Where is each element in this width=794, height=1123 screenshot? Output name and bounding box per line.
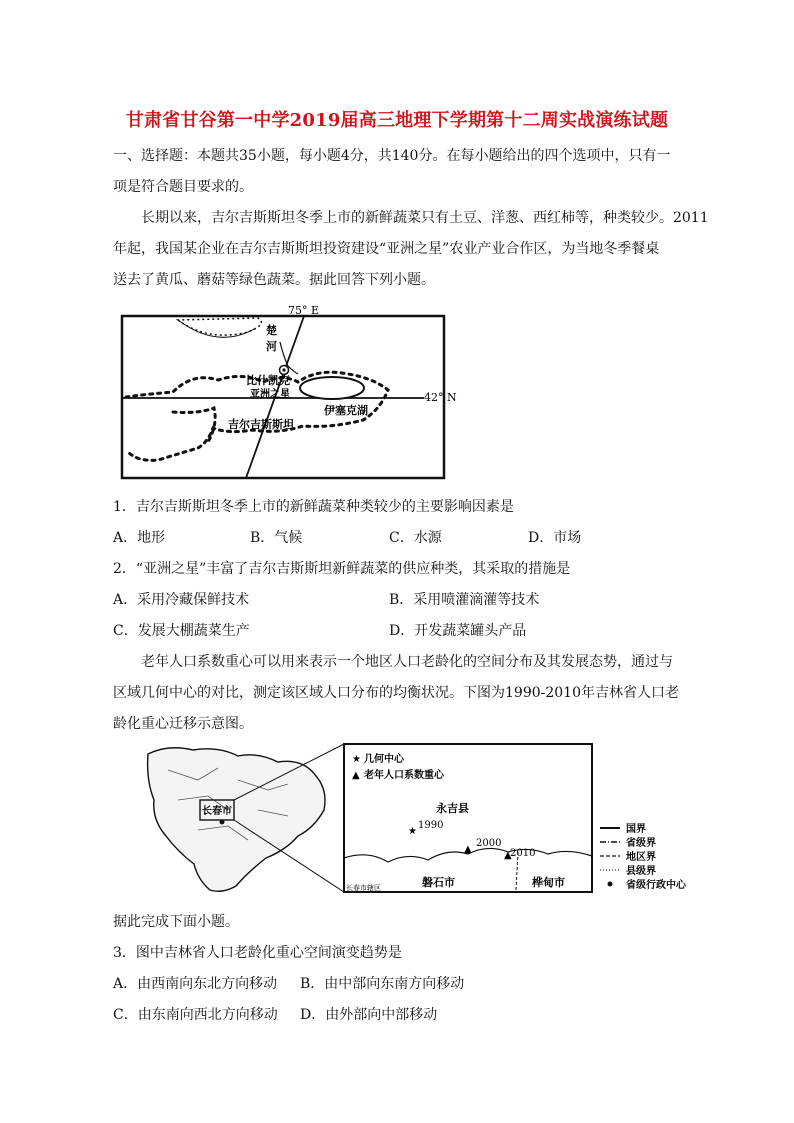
q3-option-d[interactable]: D．由外部向中部移动 — [300, 1007, 438, 1023]
legend-triangle-label: 老年人口系数重心 — [364, 770, 444, 781]
q2-stem: 2．“亚洲之星”丰富了吉尔吉斯斯坦新鲜蔬菜的供应种类，其采取的措施是 — [113, 561, 571, 577]
passage2-line1: 老年人口系数重心可以用来表示一个地区人口老龄化的空间分布及其发展态势，通过与 — [141, 654, 673, 670]
passage2-line3: 龄化重心迁移示意图。 — [113, 716, 253, 732]
q2-option-b[interactable]: B．采用喷灌滴灌等技术 — [389, 592, 540, 608]
q1-option-b[interactable]: B．气候 — [250, 530, 303, 546]
legend-line-5: 省级行政中心 — [626, 880, 686, 891]
q3-stem: 3．图中吉林省人口老龄化重心空间演变趋势是 — [113, 945, 402, 961]
q3-option-c[interactable]: C．由东南向西北方向移动 — [113, 1007, 278, 1023]
triangle-2000: ▲ — [464, 844, 472, 855]
q1-option-d[interactable]: D．市场 — [528, 530, 582, 546]
legend-star-label: 几何中心 — [364, 754, 404, 765]
capital-label: 长春市 — [202, 806, 232, 817]
q1-option-c[interactable]: C．水源 — [389, 530, 442, 546]
jilin-map — [138, 740, 698, 900]
jilin-outline — [148, 748, 325, 892]
parallel-label: 42° N — [424, 391, 457, 404]
star-1990: ★ — [408, 826, 417, 837]
q3-option-b[interactable]: B．由中部向东南方向移动 — [300, 976, 465, 992]
q2-option-c[interactable]: C．发展大棚蔬菜生产 — [113, 623, 250, 639]
city-left-label: 磐石市 — [422, 876, 455, 889]
river-label-1: 楚 — [266, 324, 277, 337]
legend-triangle-icon: ▲ — [352, 770, 360, 781]
passage1-line1: 长期以来，吉尔吉斯斯坦冬季上市的新鲜蔬菜只有土豆、洋葱、西红柿等，种类较少。2011 — [141, 210, 709, 226]
q1-stem: 1．吉尔吉斯斯坦冬季上市的新鲜蔬菜种类较少的主要影响因素是 — [113, 499, 514, 515]
year-2010-label: 2010 — [510, 848, 536, 859]
legend-star-icon: ★ — [352, 754, 361, 765]
corner-label: 长春市辖区 — [346, 884, 381, 892]
q1-option-a[interactable]: A．地形 — [113, 530, 166, 546]
city-right-label: 桦甸市 — [532, 876, 565, 889]
legend-line-3: 地区界 — [626, 852, 656, 863]
legend-line-2: 省级界 — [626, 838, 656, 849]
county-label: 永吉县 — [436, 802, 469, 815]
issyk-kul-lake — [300, 377, 364, 399]
exam-title: 甘肃省甘谷第一中学2019届高三地理下学期第十二周实战演练试题 — [125, 110, 669, 131]
q2-option-a[interactable]: A．采用冷藏保鲜技术 — [113, 592, 250, 608]
year-2000-label: 2000 — [476, 838, 502, 849]
park-label: 亚洲之星 — [250, 389, 290, 400]
passage1-line3: 送去了黄瓜、蘑菇等绿色蔬菜。据此回答下列小题。 — [113, 272, 435, 288]
q3-option-a[interactable]: A．由西南向东北方向移动 — [113, 976, 278, 992]
passage1-line2: 年起，我国某企业在吉尔吉斯斯坦投资建设“亚洲之星”农业产业合作区，为当地冬季餐桌 — [113, 241, 660, 257]
q2-option-d[interactable]: D．开发蔬菜罐头产品 — [389, 623, 527, 639]
city-label: 比什凯克 — [246, 374, 290, 387]
year-1990-label: 1990 — [418, 820, 444, 831]
inset-frame — [344, 744, 592, 892]
after-figure-text: 据此完成下面小题。 — [113, 914, 239, 930]
triangle-2010: ▲ — [504, 850, 512, 861]
legend-line-1: 国界 — [626, 824, 646, 835]
lake-label: 伊塞克湖 — [324, 404, 368, 417]
section-heading-line2: 项是符合题目要求的。 — [113, 179, 253, 195]
kyrgyzstan-map — [118, 302, 457, 482]
passage2-line2: 区域几何中心的对比，测定该区域人口分布的均衡状况。下图为1990-2010年吉林省人口老 — [113, 685, 679, 701]
meridian-label: 75° E — [288, 304, 320, 317]
country-label: 吉尔吉斯斯坦 — [228, 418, 294, 431]
river-label-2: 河 — [266, 340, 277, 353]
legend-line-4: 县级界 — [626, 866, 656, 877]
section-heading-line1: 一、选择题：本题共35小题，每小题4分，共140分。在每小题给出的四个选项中，只有一 — [113, 148, 671, 164]
